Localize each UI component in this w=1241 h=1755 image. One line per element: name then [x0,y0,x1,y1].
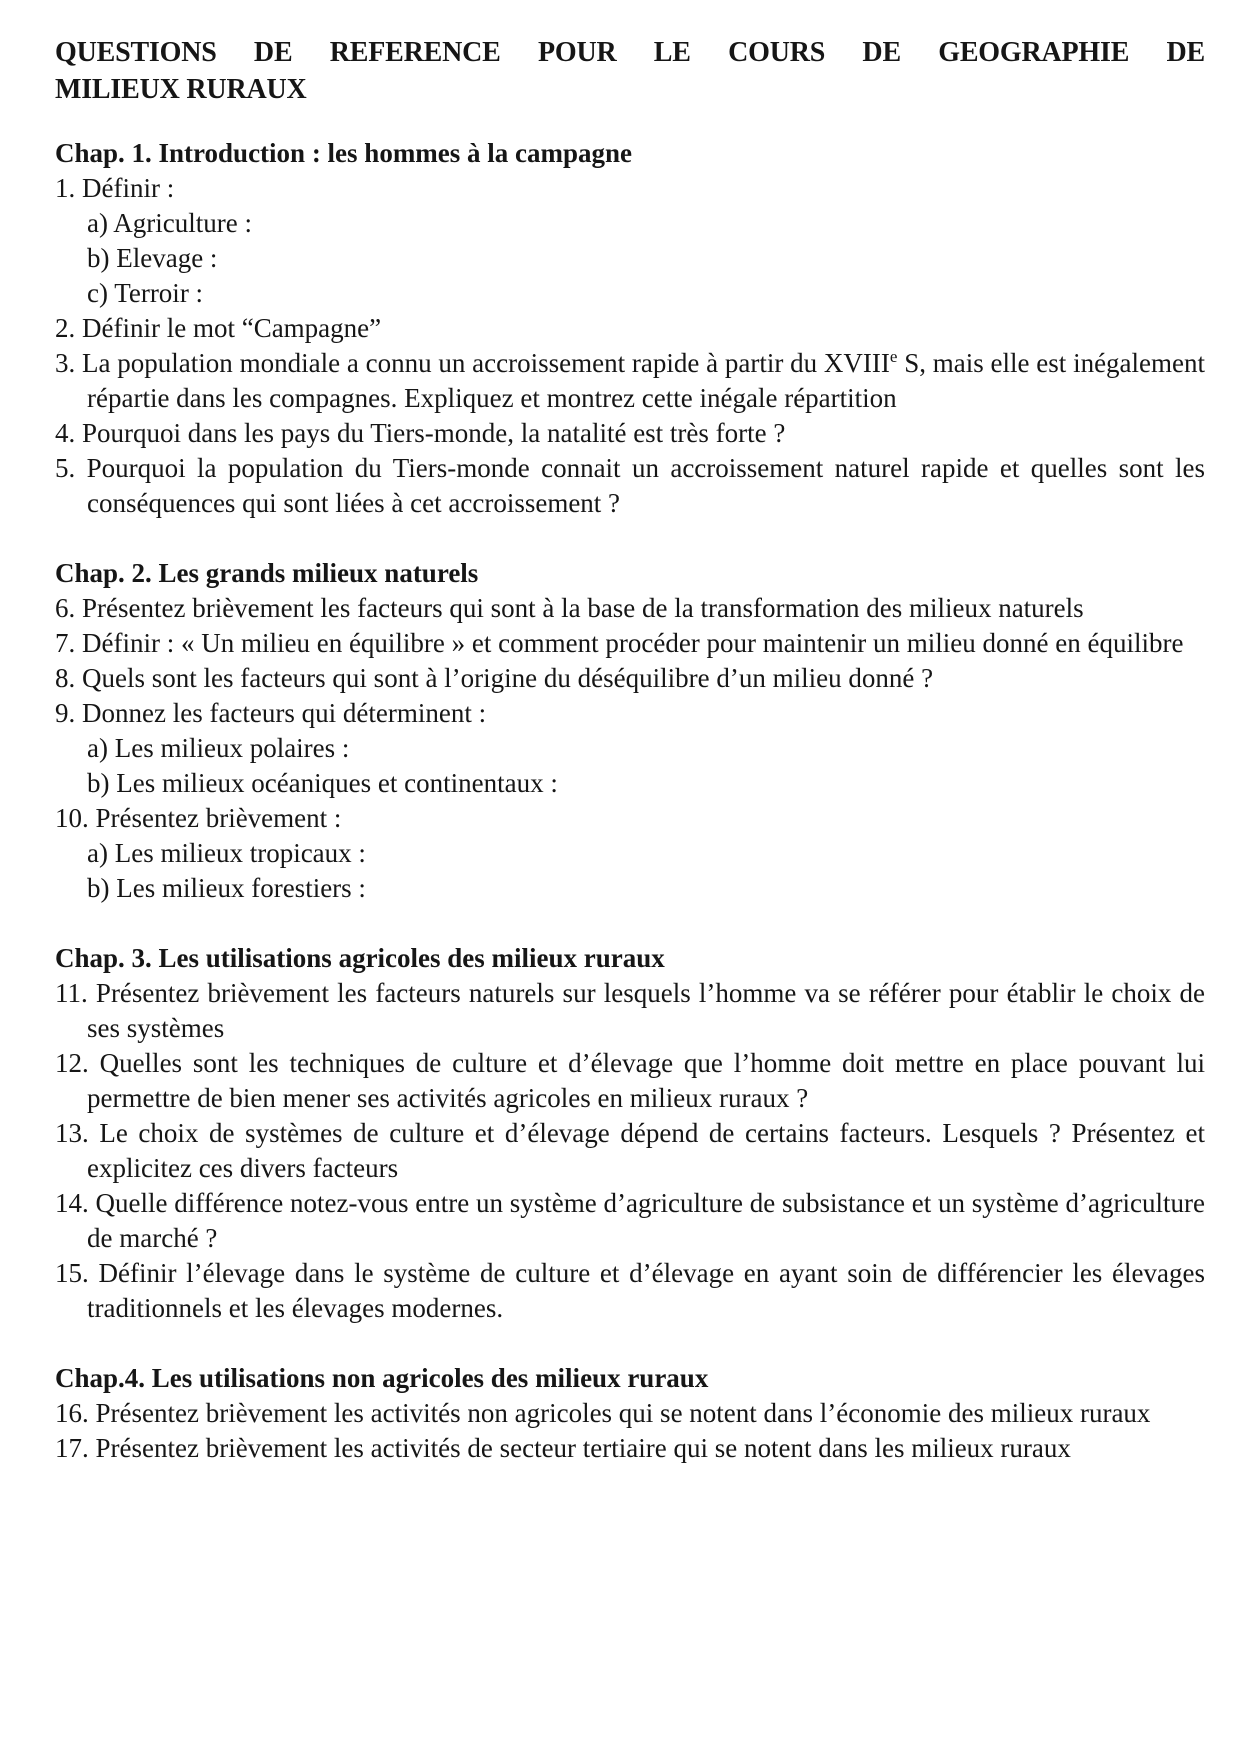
question-subitem: b) Les milieux forestiers : [87,873,366,903]
question-item [55,346,1205,416]
item-text: Pourquoi la population du Tiers-monde connait un accroissement naturel rapide et quelles sont les conséquences qui sont liées à cet accroissement ? [86,453,1205,518]
item-text: Présentez brièvement les activités non agricoles qui se notent dans l’économie des milieux ruraux [95,1398,1151,1428]
item-number: 6. [55,593,76,623]
chapter-2 [55,556,1205,906]
question-item [55,1046,1205,1116]
item-number: 3. [55,348,76,378]
chapter-3 [55,941,1205,1326]
chapter-heading: Chap. 2. Les grands milieux naturels [55,558,479,588]
question-item [55,661,1205,696]
question-subitem: c) Terroir : [87,278,204,308]
question-subitem: a) Les milieux tropicaux : [87,838,366,868]
chapter-heading: Chap. 1. Introduction : les hommes à la campagne [55,138,633,168]
question-subitem: b) Elevage : [87,243,218,273]
item-number: 16. [55,1398,89,1428]
item-number: 11. [55,978,88,1008]
document-title [55,34,1205,108]
question-item [55,1116,1205,1186]
document-title-line2: MILIEUX RURAUX [55,74,307,105]
chapter-heading: Chap.4. Les utilisations non agricoles des milieux ruraux [55,1363,709,1393]
item-number: 14. [55,1188,89,1218]
item-number: 13. [55,1118,89,1148]
item-text: Quels sont les facteurs qui sont à l’origine du déséquilibre d’un milieu donné ? [82,663,934,693]
item-number: 9. [55,698,76,728]
item-text: Définir le mot “Campagne” [82,313,382,343]
chapter-1 [55,136,1205,521]
item-text: Présentez brièvement les activités de secteur tertiaire qui se notent dans les milieux ruraux [95,1433,1071,1463]
chapter-heading: Chap. 3. Les utilisations agricoles des milieux ruraux [55,943,665,973]
item-text: Présentez brièvement les facteurs qui sont à la base de la transformation des milieux naturels [82,593,1084,623]
item-text: Définir : [82,173,175,203]
item-number: 15. [55,1258,89,1288]
question-subitem: a) Les milieux polaires : [87,733,350,763]
item-text: Quelles sont les techniques de culture et d’élevage que l’homme doit mettre en place pouvant lui permettre de bien mener ses activités agricoles en milieux ruraux ? [87,1048,1206,1113]
item-text: Le choix de systèmes de culture et d’élevage dépend de certains facteurs. Lesquels ? Présentez et explicitez ces divers facteurs [87,1118,1205,1183]
question-item [55,1431,1205,1466]
item-text: Définir l’élevage dans le système de culture et d’élevage en ayant soin de différencier les élevages traditionnels et les élevages modernes. [87,1258,1205,1323]
question-item [55,976,1205,1046]
question-item [55,626,1205,661]
item-number: 4. [55,418,76,448]
question-subitem: a) Agriculture : [87,208,252,238]
item-text: Présentez brièvement les facteurs naturels sur lesquels l’homme va se référer pour établir le choix de ses systèmes [87,978,1205,1043]
item-text-part: S, mais elle est inégalement répartie dans les compagnes. Expliquez et montrez cette inégale répartition [87,348,1206,413]
item-text: Définir : « Un milieu en équilibre » et comment procéder pour maintenir un milieu donné en équilibre [82,628,1184,658]
chapters [55,136,1205,1466]
item-number: 5. [55,453,76,483]
question-item [55,451,1205,521]
document-title-line1: QUESTIONS DE REFERENCE POUR LE COURS DE GEOGRAPHIE DE [55,37,1205,68]
question-item [55,1256,1205,1326]
item-number: 2. [55,313,76,343]
question-item [55,1186,1205,1256]
question-item [55,1396,1205,1431]
question-item [55,801,1205,836]
question-item [55,591,1205,626]
item-text: Présentez brièvement : [95,803,342,833]
superscript: e [889,347,898,366]
item-number: 10. [55,803,89,833]
item-number: 12. [55,1048,89,1078]
question-item [55,171,1205,206]
question-item [55,416,1205,451]
item-text: Quelle différence notez-vous entre un système d’agriculture de subsistance et un système d’agriculture de marché ? [87,1188,1205,1253]
chapter-4 [55,1361,1205,1466]
item-number: 17. [55,1433,89,1463]
question-subitem: b) Les milieux océaniques et continentaux : [87,768,558,798]
item-text: Pourquoi dans les pays du Tiers-monde, la natalité est très forte ? [82,418,786,448]
item-number: 7. [55,628,76,658]
item-text: Donnez les facteurs qui déterminent : [82,698,487,728]
item-number: 8. [55,663,76,693]
item-text [82,348,1205,413]
item-number: 1. [55,173,76,203]
item-text-part: La population mondiale a connu un accroissement rapide à partir du XVIII [82,348,890,378]
question-item [55,696,1205,731]
question-item [55,311,1205,346]
